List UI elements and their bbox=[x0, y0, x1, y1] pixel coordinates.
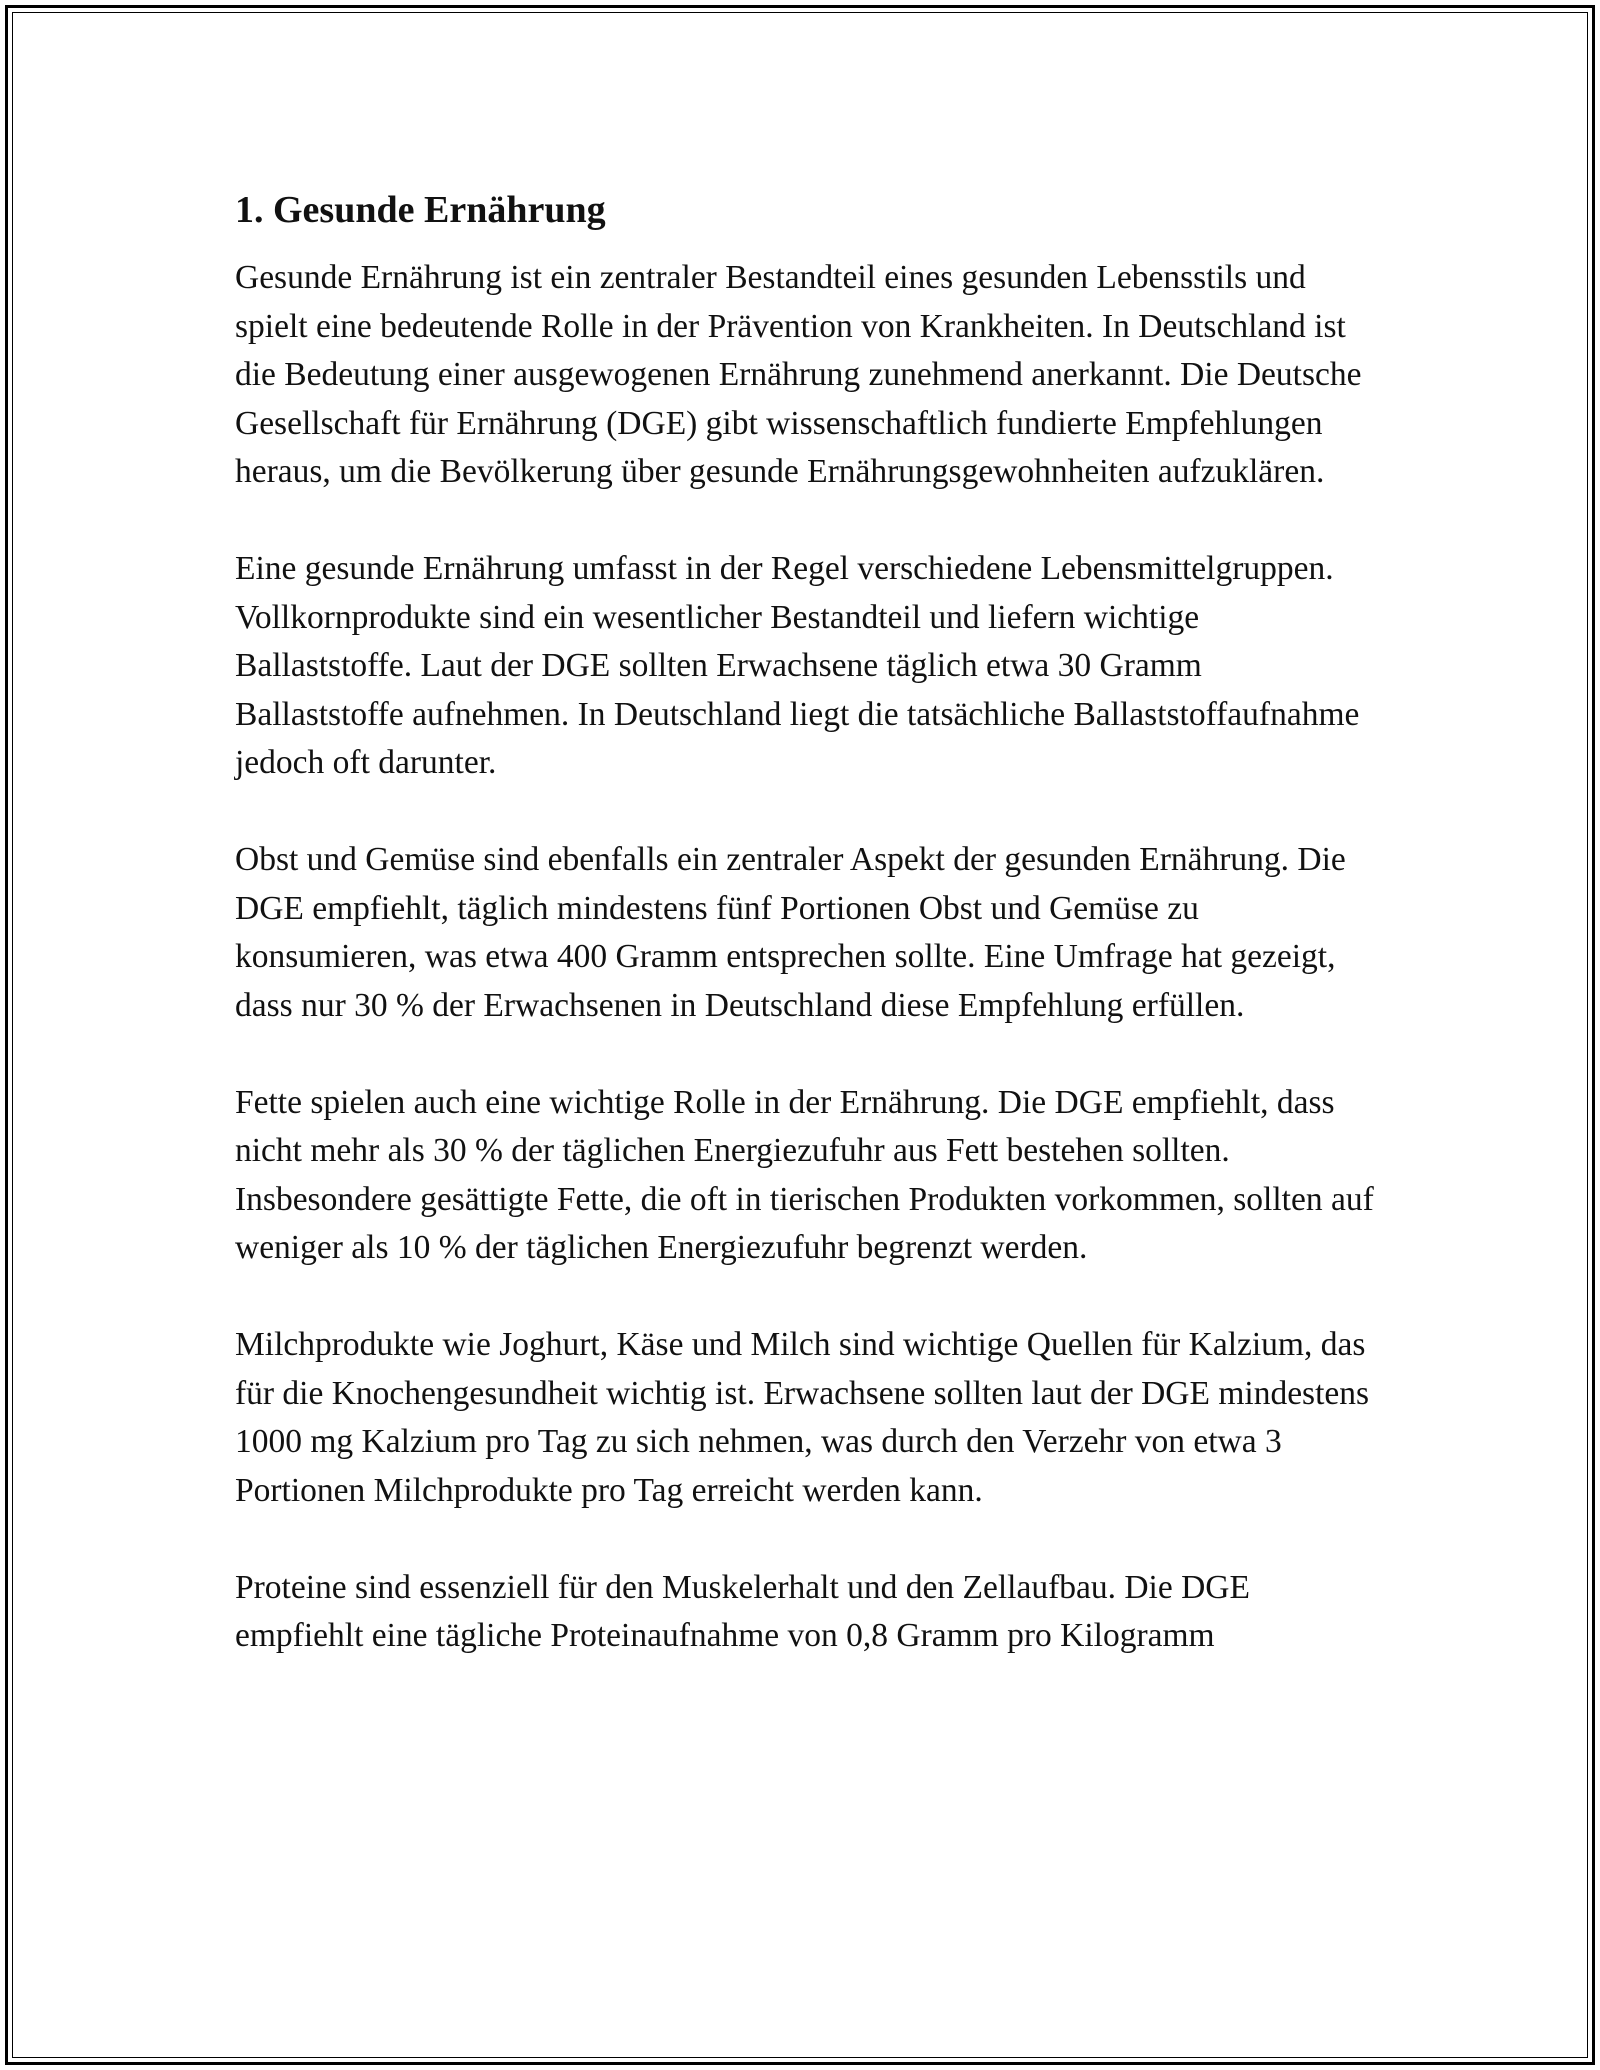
paragraph-whole-grains: Eine gesunde Ernährung umfasst in der Regel verschiedene Lebensmittelgruppen. Vollkornprodukte sind ein wesentlicher Bestandteil und liefern wichtige Ballaststoffe. Laut der DGE sollten Erwachsene täglich etwa 30 Gramm Ballaststoffe aufnehmen. In Deutschland liegt die tatsächliche Ballaststoffaufnahme jedoch oft darunter. bbox=[235, 550, 1360, 781]
paragraph-dairy: Milchprodukte wie Joghurt, Käse und Milch sind wichtige Quellen für Kalzium, das für die Knochengesundheit wichtig ist. Erwachsene sollten laut der DGE mindestens 1000 mg Kalzium pro Tag zu sich nehmen, was durch den Verzehr von etwa 3 Portionen Milchprodukte pro Tag erreicht werden kann. bbox=[235, 1326, 1370, 1509]
document-body bbox=[235, 186, 1375, 1661]
section-heading: 1. Gesunde Ernährung bbox=[235, 189, 606, 231]
paragraph-intro: Gesunde Ernährung ist ein zentraler Bestandteil eines gesunden Lebensstils und spielt eine bedeutende Rolle in der Prävention von Krankheiten. In Deutschland ist die Bedeutung einer ausgewogenen Ernährung zunehmend anerkannt. Die Deutsche Gesellschaft für Ernährung (DGE) gibt wissenschaftlich fundierte Empfehlungen heraus, um die Bevölkerung über gesunde Ernährungsgewohnheiten aufzuklären. bbox=[235, 259, 1362, 490]
paragraph-fats: Fette spielen auch eine wichtige Rolle in der Ernährung. Die DGE empfiehlt, dass nicht mehr als 30 % der täglichen Energiezufuhr aus Fett bestehen sollten. Insbesondere gesättigte Fette, die oft in tierischen Produkten vorkommen, sollten auf weniger als 10 % der täglichen Energiezufuhr begrenzt werden. bbox=[235, 1083, 1374, 1266]
paragraph-proteins: Proteine sind essenziell für den Muskelerhalt und den Zellaufbau. Die DGE empfiehlt eine tägliche Proteinaufnahme von 0,8 Gramm pro Kilogramm bbox=[235, 1568, 1250, 1654]
paragraph-fruit-vegetables: Obst und Gemüse sind ebenfalls ein zentraler Aspekt der gesunden Ernährung. Die DGE empfiehlt, täglich mindestens fünf Portionen Obst und Gemüse zu konsumieren, was etwa 400 Gramm entsprechen sollte. Eine Umfrage hat gezeigt, dass nur 30 % der Erwachsenen in Deutschland diese Empfehlung erfüllen. bbox=[235, 841, 1346, 1024]
